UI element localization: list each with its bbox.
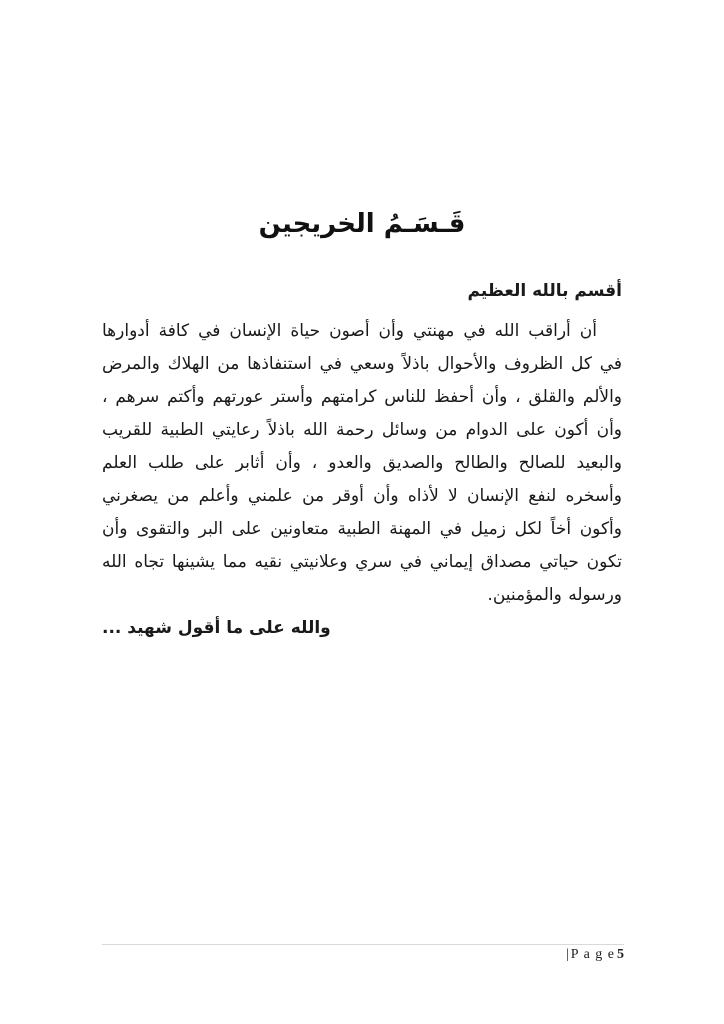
footer-separator: | <box>565 947 569 962</box>
page-content <box>102 0 622 645</box>
oath-intro-line: أقسم بالله العظيم <box>467 281 622 301</box>
page-footer <box>102 944 624 963</box>
document-title: قَـسَـمُ الخريجين <box>258 209 466 239</box>
oath-body-paragraph: أن أراقب الله في مهنتي وأن أصون حياة الإنسان في كافة أدوارها في كل الظروف والأحوال باذلاً وسعي في استنفاذها من الهلاك والمرض والألم والقلق ، وأن أحفظ للناس كرامتهم وأستر عورتهم وأكتم سرهم ، وأن أكون على الدوام من وسائل رحمة الله باذلاً رعايتي الطبية للقريب والبعيد للصالح والطالح والصديق والعدو ، وأن أثابر على طلب العلم وأسخره لنفع الإنسان لا لأذاه وأن أوقر من علمني وأعلم من يصغرني وأكون أخاً لكل زميل في المهنة الطبية متعاونين على البر والتقوى وأن تكون حياتي مصداق إيماني في سري وعلانيتي نقيه مما يشينها تجاه الله ورسوله والمؤمنين. <box>102 321 622 605</box>
footer-page-label: P a g e <box>570 947 615 962</box>
oath-closing-line: والله على ما أقول شهيد ... <box>102 618 331 638</box>
footer-page-number: 5 <box>617 947 624 962</box>
page-number-area <box>102 947 624 963</box>
